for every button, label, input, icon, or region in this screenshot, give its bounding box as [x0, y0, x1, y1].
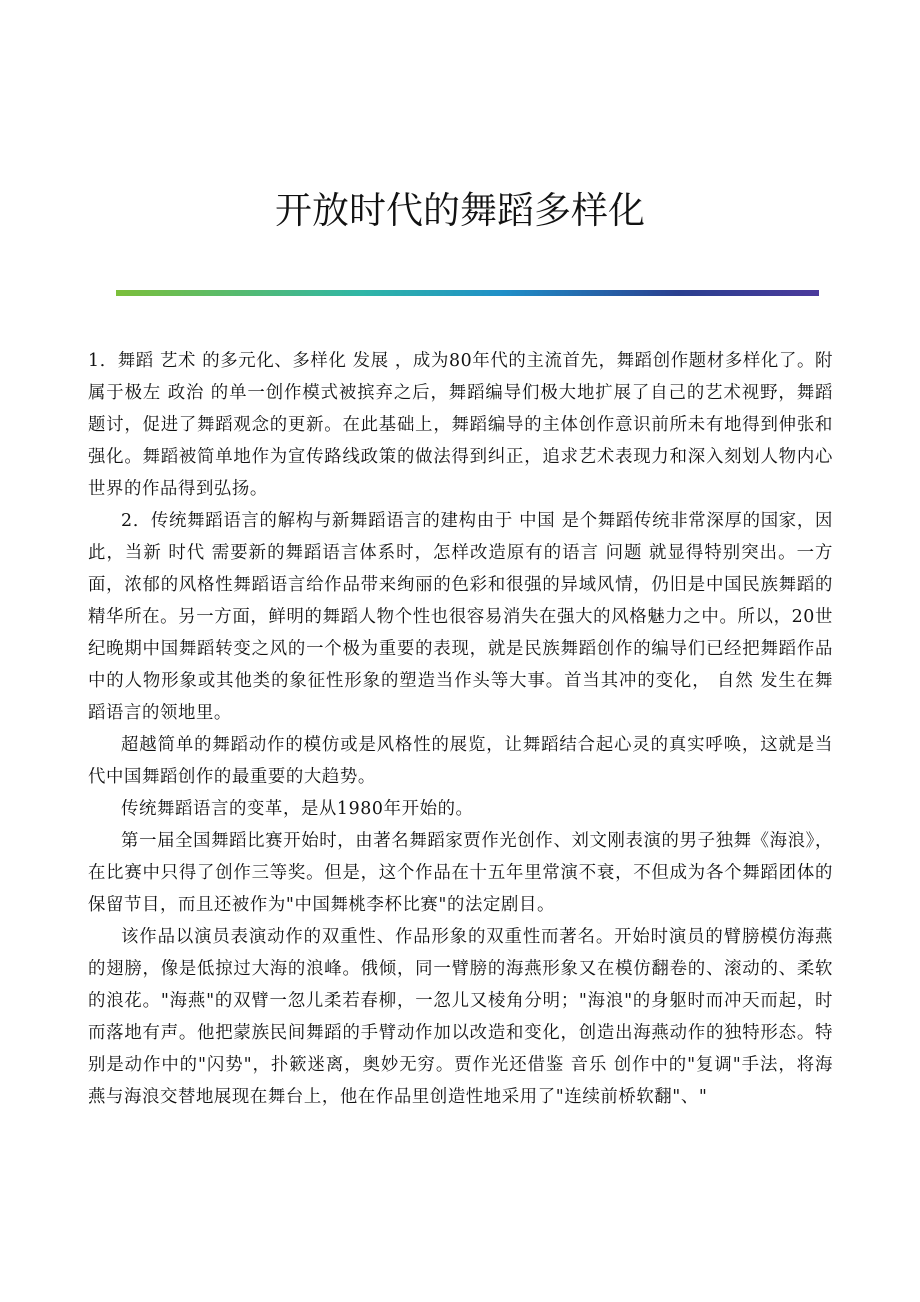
paragraph-2: 2．传统舞蹈语言的解构与新舞蹈语言的建构由于 中国 是个舞蹈传统非常深厚的国家，因此，当新 时代 需要新的舞蹈语言体系时，怎样改造原有的语言 问题 就显得特别突出。一方面，浓郁的风格性舞蹈语言给作品带来绚丽的色彩和很强的异域风情，仍旧是中国民族舞蹈的精华所在。另一方面，鲜明的舞蹈人物个性也很容易消失在强大的风格魅力之中。所以，20世纪晚期中国舞蹈转变之风的一个极为重要的表现，就是民族舞蹈创作的编导们已经把舞蹈作品中的人物形象或其他类的象征性形象的塑造当作头等大事。首当其冲的变化， 自然 发生在舞蹈语言的领地里。	[88, 511, 833, 723]
paragraph-5: 第一届全国舞蹈比赛开始时，由著名舞蹈家贾作光创作、刘文刚表演的男子独舞《海浪》，在比赛中只得了创作三等奖。但是，这个作品在十五年里常演不衰，不但成为各个舞蹈团体的保留节目，而且还被作为"中国舞桃李杯比赛"的法定剧目。	[88, 831, 833, 915]
paragraph-1: 1．舞蹈 艺术 的多元化、多样化 发展 ，成为80年代的主流首先，舞蹈创作题材多样化了。附属于极左 政治 的单一创作模式被摈弃之后，舞蹈编导们极大地扩展了自己的艺术视野，舞蹈题讨，促进了舞蹈观念的更新。在此基础上，舞蹈编导的主体创作意识前所未有地得到伸张和强化。舞蹈被简单地作为宣传路线政策的做法得到纠正，追求艺术表现力和深入刻划人物内心世界的作品得到弘扬。	[88, 351, 833, 499]
title-divider	[116, 290, 819, 296]
paragraph-6: 该作品以演员表演动作的双重性、作品形象的双重性而著名。开始时演员的臂膀模仿海燕的翅膀，像是低掠过大海的浪峰。俄倾，同一臂膀的海燕形象又在模仿翻卷的、滚动的、柔软的浪花。"海燕"的双臂一忽儿柔若春柳，一忽儿又棱角分明；"海浪"的身躯时而冲天而起，时而落地有声。他把蒙族民间舞蹈的手臂动作加以改造和变化，创造出海燕动作的独特形态。特别是动作中的"闪势"，扑簌迷离，奥妙无穷。贾作光还借鉴 音乐 创作中的"复调"手法，将海燕与海浪交替地展现在舞台上，他在作品里创造性地采用了"连续前桥软翻"、"	[88, 927, 833, 1107]
paragraph-3: 超越简单的舞蹈动作的模仿或是风格性的展览，让舞蹈结合起心灵的真实呼唤，这就是当代中国舞蹈创作的最重要的大趋势。	[88, 735, 833, 787]
paragraph-4: 传统舞蹈语言的变革，是从1980年开始的。	[121, 799, 474, 819]
document-body	[88, 345, 833, 1113]
page-title: 开放时代的舞蹈多样化	[275, 189, 645, 232]
